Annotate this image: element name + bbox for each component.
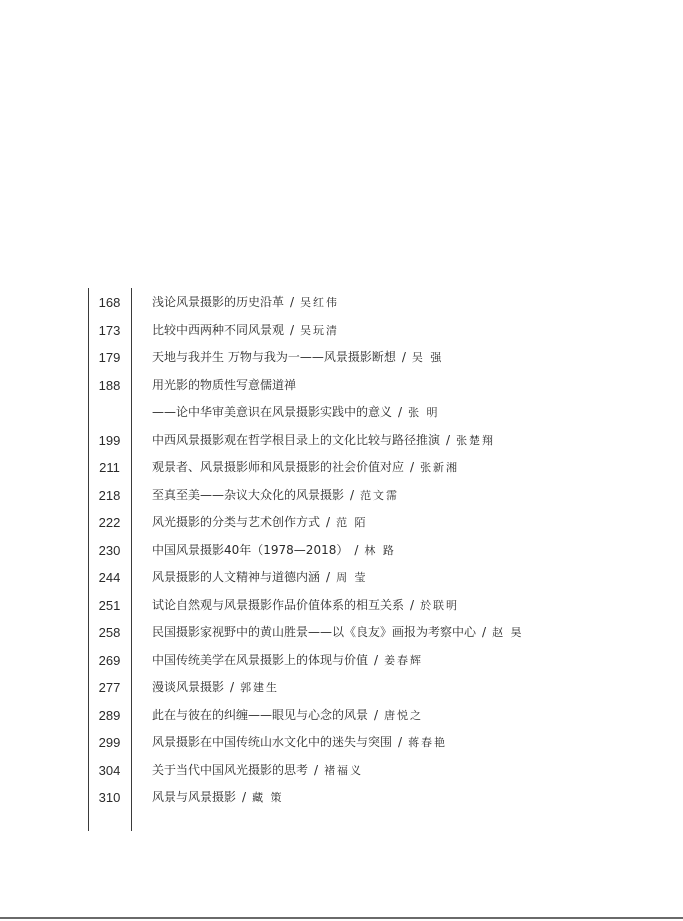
article-title: 中国风景摄影40年（1978—2018） bbox=[152, 542, 349, 557]
article-title: 风光摄影的分类与艺术创作方式 bbox=[152, 515, 321, 529]
separator: / bbox=[398, 735, 403, 749]
article-title: 中西风景摄影观在哲学根目录上的文化比较与路径推演 bbox=[152, 432, 441, 447]
separator: / bbox=[290, 322, 295, 337]
separator: / bbox=[401, 350, 406, 364]
separator: / bbox=[374, 707, 379, 722]
page-number: 222 bbox=[98, 515, 121, 530]
toc-entry bbox=[0, 647, 683, 674]
separator: / bbox=[230, 680, 235, 694]
article-author: 吴玩清 bbox=[300, 323, 340, 337]
separator: / bbox=[350, 487, 355, 502]
article-title: 用光影的物质性写意儒道禅 bbox=[152, 377, 297, 392]
table-of-contents bbox=[0, 288, 683, 831]
toc-entry bbox=[0, 372, 683, 399]
article-author: 吴红伟 bbox=[300, 296, 340, 309]
toc-entry bbox=[0, 537, 683, 564]
article-author: 於联明 bbox=[420, 598, 460, 612]
article-title: 关于当代中国风光摄影的思考 bbox=[152, 762, 309, 777]
article-author: 林 路 bbox=[364, 543, 396, 557]
page-number: 244 bbox=[98, 570, 121, 585]
article-title: 风景摄影的人文精神与道德内涵 bbox=[152, 570, 321, 584]
article-title: 试论自然观与风景摄影作品价值体系的相互关系 bbox=[152, 597, 405, 612]
page-number: 310 bbox=[98, 790, 121, 805]
page-number: 199 bbox=[98, 432, 121, 448]
toc-entry bbox=[0, 317, 683, 344]
toc-entry bbox=[0, 674, 683, 701]
page-number: 299 bbox=[98, 735, 121, 750]
toc-entry bbox=[0, 619, 683, 646]
toc-entry bbox=[0, 427, 683, 454]
page-number: 168 bbox=[98, 295, 121, 310]
separator: / bbox=[314, 762, 319, 777]
separator: / bbox=[398, 405, 403, 419]
separator: / bbox=[290, 295, 295, 309]
separator: / bbox=[374, 652, 379, 667]
page-number: 277 bbox=[98, 680, 121, 695]
article-title: 此在与彼在的纠缠——眼见与心念的风景 bbox=[152, 707, 369, 722]
toc-entry bbox=[0, 509, 683, 536]
article-title: 中国传统美学在风景摄影上的体现与价值 bbox=[152, 652, 369, 667]
article-title: 漫谈风景摄影 bbox=[152, 680, 225, 694]
article-title: 风景摄影在中国传统山水文化中的迷失与突围 bbox=[152, 735, 393, 749]
toc-entry bbox=[0, 564, 683, 591]
toc-entry bbox=[0, 344, 683, 371]
page-number: 173 bbox=[98, 322, 121, 338]
article-title: 比较中西两种不同风景观 bbox=[152, 322, 285, 337]
page-number: 218 bbox=[98, 487, 121, 503]
article-title: 天地与我并生 万物与我为一——风景摄影断想 bbox=[152, 350, 396, 364]
article-title: 风景与风景摄影 bbox=[152, 790, 237, 804]
toc-entry bbox=[0, 482, 683, 509]
article-author: 吴 强 bbox=[411, 351, 444, 364]
bottom-edge-rule bbox=[0, 917, 683, 919]
separator: / bbox=[326, 570, 331, 584]
page-number: 251 bbox=[98, 597, 121, 613]
separator: / bbox=[242, 790, 247, 804]
article-author: 褚福义 bbox=[324, 763, 364, 777]
toc-entry bbox=[0, 702, 683, 729]
article-author: 张 明 bbox=[408, 406, 440, 419]
separator: / bbox=[482, 625, 487, 639]
page-number: 188 bbox=[98, 377, 121, 393]
toc-entry bbox=[0, 592, 683, 619]
article-subtitle: ——论中华审美意识在风景摄影实践中的意义 bbox=[152, 405, 393, 419]
separator: / bbox=[326, 515, 331, 529]
separator: / bbox=[410, 460, 415, 474]
separator: / bbox=[354, 542, 359, 557]
article-author: 姜春辉 bbox=[384, 653, 424, 667]
article-title: 浅论风景摄影的历史沿革 bbox=[152, 295, 285, 309]
separator: / bbox=[410, 597, 415, 612]
page-number: 289 bbox=[98, 707, 121, 723]
article-title: 民国摄影家视野中的黄山胜景——以《良友》画报为考察中心 bbox=[152, 625, 477, 639]
article-author: 范文霈 bbox=[360, 488, 400, 502]
toc-entry bbox=[0, 757, 683, 784]
separator: / bbox=[446, 432, 451, 447]
article-author: 张楚翔 bbox=[456, 433, 496, 447]
article-author: 赵 昊 bbox=[492, 626, 524, 639]
page-number: 230 bbox=[98, 542, 121, 558]
toc-entry bbox=[0, 784, 683, 811]
article-author: 郭建生 bbox=[240, 681, 280, 694]
page-number bbox=[88, 399, 131, 426]
article-author: 藏 策 bbox=[252, 791, 284, 804]
toc-entry bbox=[0, 289, 683, 316]
article-author: 张新湘 bbox=[420, 461, 460, 474]
article-author: 范 陌 bbox=[336, 516, 368, 529]
article-title: 至真至美——杂议大众化的风景摄影 bbox=[152, 487, 345, 502]
toc-entry bbox=[0, 454, 683, 481]
article-title: 观景者、风景摄影师和风景摄影的社会价值对应 bbox=[152, 460, 405, 474]
page-number: 304 bbox=[98, 762, 121, 778]
page-number: 269 bbox=[98, 652, 121, 668]
page-number: 258 bbox=[98, 625, 121, 640]
article-author: 蒋春艳 bbox=[408, 736, 448, 749]
page-number: 211 bbox=[99, 460, 120, 475]
article-author: 唐悦之 bbox=[384, 708, 424, 722]
page-number: 179 bbox=[98, 350, 121, 365]
toc-entry bbox=[0, 729, 683, 756]
article-author: 周 莹 bbox=[336, 571, 368, 584]
toc-entry-continuation bbox=[0, 399, 683, 426]
